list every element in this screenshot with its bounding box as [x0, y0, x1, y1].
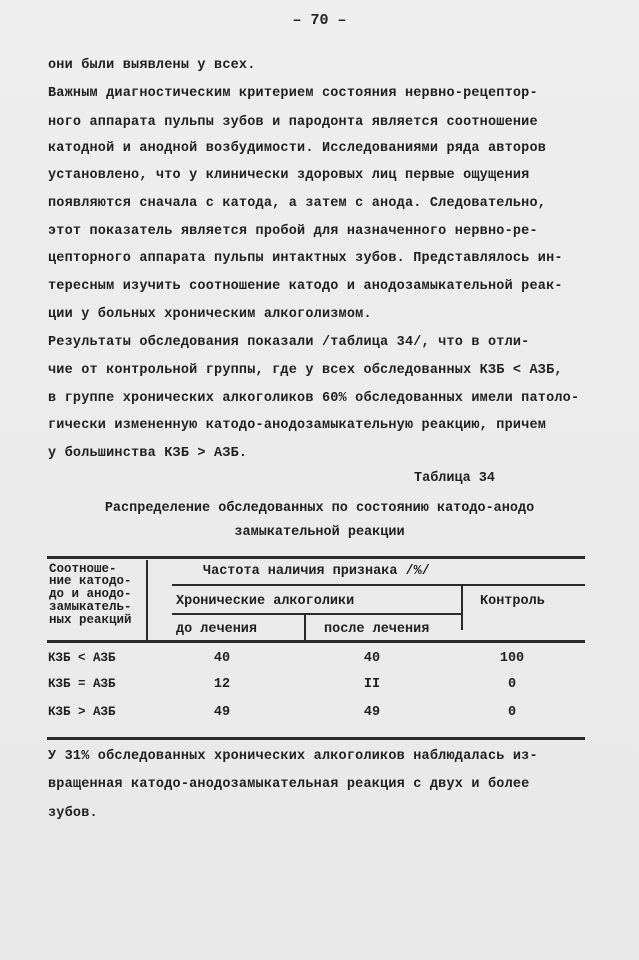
column-divider [304, 615, 306, 640]
text-line: гически измененную катодо-анодозамыкательную реакцию, причем [48, 418, 547, 433]
text-line: они были выявлены у всех. [48, 58, 256, 73]
page-number: – 70 – [292, 12, 347, 29]
cell-after: 49 [363, 705, 381, 720]
header-before: до лечения [176, 622, 258, 637]
row-label: КЗБ < АЗБ [48, 651, 116, 665]
header-col1-line: Соотноше- [49, 562, 117, 576]
text-line: зубов. [48, 806, 98, 821]
cell-control: 100 [499, 651, 525, 666]
cell-before: 40 [213, 651, 231, 666]
header-group: Хронические алкоголики [176, 594, 355, 609]
text-line: ного аппарата пульпы зубов и пародонта является соотношение [48, 115, 538, 130]
header-rule [172, 584, 585, 586]
cell-control: 0 [507, 705, 517, 720]
header-col1-line: до и анодо- [49, 587, 132, 601]
column-divider [146, 560, 148, 640]
text-line: этот показатель является пробой для назначенного нервно-ре- [48, 224, 538, 239]
cell-after: II [363, 677, 381, 692]
text-line: чие от контрольной группы, где у всех обследованных КЗБ < АЗБ, [48, 363, 563, 378]
text-line: У 31% обследованных хронических алкоголиков наблюдалась из- [48, 749, 538, 764]
text-line: Важным диагностическим критерием состояния нервно-рецептор- [48, 86, 538, 101]
cell-before: 12 [213, 677, 231, 692]
header-bottom-rule [47, 640, 585, 643]
text-line: катодной и анодной возбудимости. Исследованиями ряда авторов [48, 141, 547, 156]
text-line: тересным изучить соотношение катодо и анодозамыкательной реак- [48, 279, 563, 294]
header-col1-line: ние катодо- [49, 574, 132, 588]
text-line: Результаты обследования показали /таблица 34/, что в отли- [48, 335, 530, 350]
text-line: у большинства КЗБ > АЗБ. [48, 446, 248, 461]
header-frequency: Частота наличия признака /%/ [203, 564, 430, 579]
text-line: установлено, что у клинически здоровых лиц первые ощущения [48, 168, 530, 183]
text-line: цепторного аппарата пульпы интактных зубов. Представлялось ин- [48, 251, 563, 266]
cell-before: 49 [213, 705, 231, 720]
column-divider [461, 586, 463, 630]
row-label: КЗБ > АЗБ [48, 705, 116, 719]
table-top-rule [47, 556, 585, 559]
text-line: вращенная катодо-анодозамыкательная реакция с двух и более [48, 777, 530, 792]
table-number: Таблица 34 [414, 471, 496, 486]
cell-after: 40 [363, 651, 381, 666]
table-caption: Распределение обследованных по состоянию катодо-анодо [104, 501, 535, 516]
header-control: Контроль [480, 594, 545, 609]
header-col1-line: замыкатель- [49, 600, 132, 614]
cell-control: 0 [507, 677, 517, 692]
row-label: КЗБ = АЗБ [48, 677, 116, 691]
table-bottom-rule [47, 737, 585, 740]
header-after: после лечения [324, 622, 430, 637]
header-col1-line: ных реакций [49, 613, 132, 627]
text-line: ции у больных хроническим алкоголизмом. [48, 307, 372, 322]
subheader-rule [172, 613, 462, 615]
table-caption: замыкательной реакции [234, 525, 405, 540]
text-line: в группе хронических алкоголиков 60% обследованных имели патоло- [48, 391, 580, 406]
text-line: появляются сначала с катода, а затем с анода. Следовательно, [48, 196, 547, 211]
